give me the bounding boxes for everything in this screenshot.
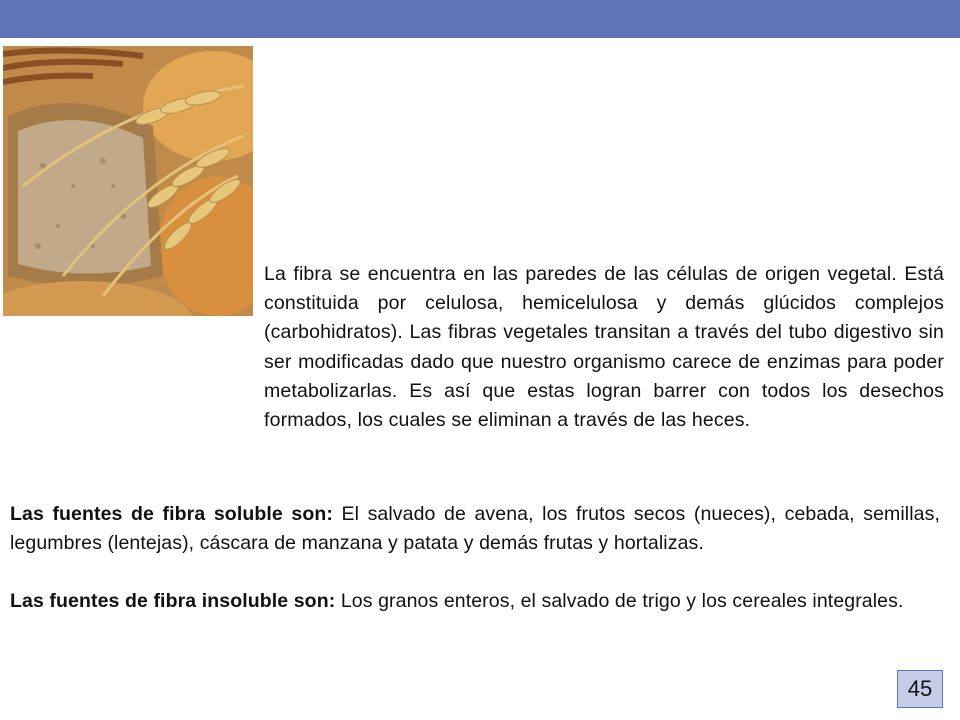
insoluble-fiber-paragraph bbox=[10, 587, 940, 616]
soluble-fiber-lead: Las fuentes de fibra soluble son: bbox=[10, 503, 333, 525]
insoluble-fiber-text: Los granos enteros, el salvado de trigo y los cereales integrales. bbox=[335, 590, 904, 612]
intro-paragraph: La fibra se encuentra en las paredes de las células de origen vegetal. Está constituida por celulosa, hemicelulosa y demás glúcidos complejos (carbohidratos). Las fibras vegetales transitan a través del tubo digestivo sin ser modificadas dado que nuestro organismo carece de enzimas para poder metabolizarlas. Es así que estas logran barrer con todos los desechos formados, los cuales se eliminan a través de las heces. bbox=[264, 263, 944, 432]
page-number: 45 bbox=[897, 670, 943, 708]
top-banner-bar bbox=[0, 0, 960, 38]
soluble-fiber-text: El salvado de avena, los frutos secos (nueces), cebada, semillas, legumbres (lentejas), cáscara de manzana y patata y demás frutas y hortalizas. bbox=[10, 503, 940, 554]
fiber-sources-section bbox=[10, 500, 940, 616]
insoluble-fiber-lead: Las fuentes de fibra insoluble son: bbox=[10, 590, 336, 612]
bread-wheat-image bbox=[3, 46, 253, 316]
soluble-fiber-paragraph bbox=[10, 500, 940, 558]
